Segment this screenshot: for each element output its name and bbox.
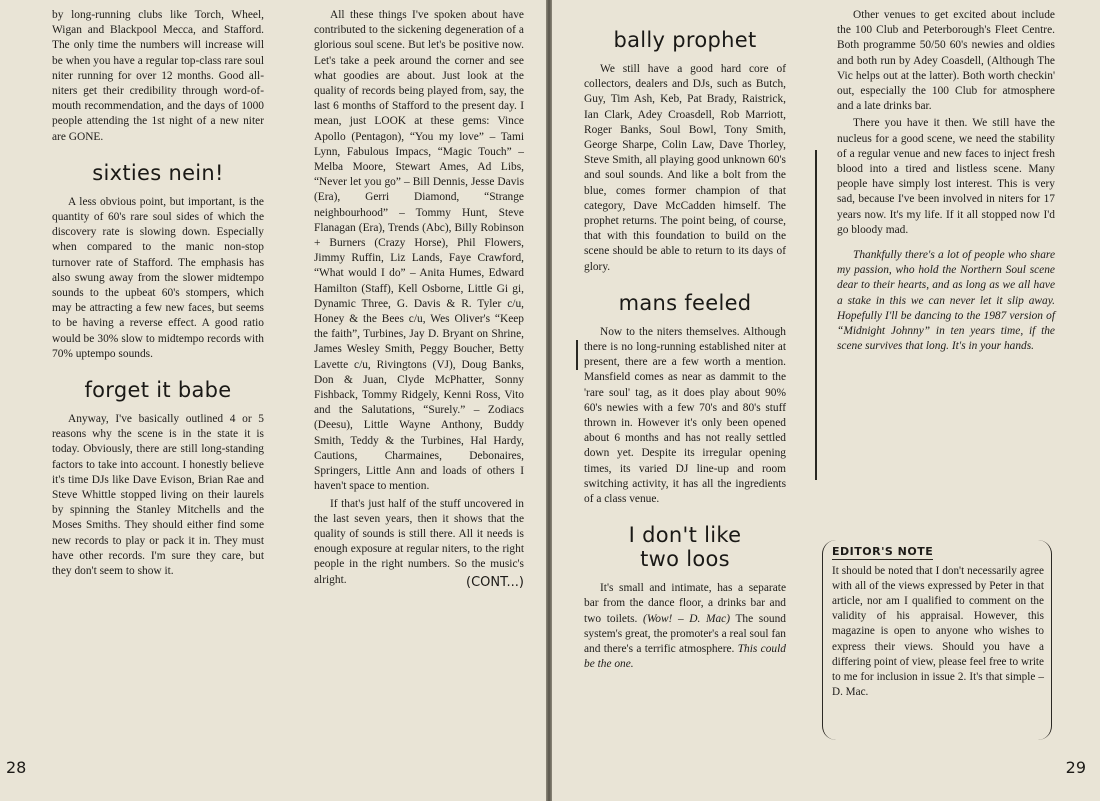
- left-page: [0, 0, 548, 801]
- paragraph: We still have a good hard core of collectors, dealers and DJs, such as Butch, Guy, Tim Ash, Keb, Pat Brady, Raistrick, Ian Clark, Adey Croasdell, Rob Marriott, Roger Banks, Soul Bowl, Tony Smith, George Sharpe, Colin Law, Dave Thorley, Steve Smith, all playing good unknown 60's and soul sounds. And like a bolt from the blue, comes former champion of that category, Dave McCadden himself. The prophet returns. The point being, of course, that with this foundation to build on the scene should be able to return to its days of glory.: [584, 63, 786, 273]
- section-heading: bally prophet: [613, 28, 757, 52]
- paragraph-text: The sound system's great, the promoter's a real soul fan and there's a terrific atmosphere.: [584, 612, 786, 656]
- vertical-rule: [815, 150, 817, 480]
- paragraph: [584, 581, 786, 672]
- paragraph: All these things I've spoken about have contributed to the sickening degeneration of a glorious soul scene. But let's be positive now. Let's take a peek around the corner and see what goodies are about. Just look at the quality of records being played from, say, the last 6 months of Stafford to the present day. I mean, just LOOK at these gems: Vince Apollo (Pentagon), “You my love” – Tami Lynn, Fabulous Impacs, “Magic Touch” – Melba Moore, Stewart Ames, Ad Libs, “Never let you go” – Bill Dennis, Jesse Davis (Era), Gerri Diamond, “Strange neighbourhood” – Tommy Hunt, Steve Flanagan (Era), Trends (Abc), Billy Robinson + Burners (Crazy Horse), Phil Flowers, Jimmy Ruffin, Liz Lands, Faye Crawford, “What would I do” – Anita Humes, Edward Hamilton (Staff), Kell Osborne, Little Gi gi, Dynamic Three, G. Davis & R. Tyler c/u, Honey & the Bees c/u, Wes Oliver's “Keep the faith”, Turbines, Jay D. Bryant on Shrine, James Wesley Smith, Peggy Boucher, Betty Lavette c/u, Rivingtons (VJ), Doug Banks, Don & Juan, Clyde McPhatter, Sonny Fishback, Tommy Ridgely, Kenni Ross, Vito and the Salutations, “Surely.” – Zodiacs (Deesu), Little Wayne Anthony, Buddy Smith, Teddy & the Turbines, Hal Hardy, Cautions, Charmaines, Debonaires, Springers, Little Ann and loads of others I haven't space to mention.: [314, 9, 524, 493]
- section-heading: mans feeled: [618, 290, 752, 315]
- section-heading: forget it babe: [84, 378, 232, 403]
- heading-line: two loos: [640, 547, 730, 572]
- heading-line: I don't like: [628, 523, 742, 548]
- section-heading: sixties nein!: [92, 160, 224, 185]
- editor-note-title: EDITOR'S NOTE: [832, 544, 933, 560]
- right-column-1: [584, 8, 786, 673]
- paragraph: by long-running clubs like Torch, Wheel, Wigan and Blackpool Mecca, and Stafford. The only time the numbers will increase will be when you have a regular top-class rare soul niter running for over 12 months. Good all-niters get their credibility through word-of-mouth recommendation, and the days of 1000 people attending the 1st night of a new niter are GONE.: [52, 9, 264, 143]
- left-column-2: [314, 8, 524, 590]
- paragraph: A less obvious point, but important, is the quantity of 60's rare soul sides of which the discovery rate is slowing down. Especially when compared to the manic non-stop turnover rate of Stafford. The emphasis has also swung away from the slower midtempo sounds to the upbeat 60's stompers, which may be attracting a few new faces, but seems to be having a reverse effect. A good ratio would be 30% slow to midtempo records with 70% uptempo sounds.: [52, 195, 264, 360]
- vertical-rule: [576, 340, 578, 370]
- editor-aside: This could be the one.: [584, 643, 786, 671]
- right-column-2: [837, 8, 1055, 354]
- paragraph: Anyway, I've basically outlined 4 or 5 reasons why the scene is in the state it is today. Obviously, there are still long-standing factors to take into account. I honestly believe it's time DJs like Dave Evison, Brian Rae and Steve Whittle stopped living on their laurels by spinning the Stanley Mitchells and the Moses Smiths. They should either find some new records to play or pack it in. They must have other records. I'm sure they care, but they don't seem to show it.: [52, 413, 264, 578]
- page-number-right: 29: [1065, 758, 1086, 777]
- continued-marker: (CONT...): [466, 574, 524, 590]
- paragraph-text: It's small and intimate, has a separate bar from the dance floor, a drinks bar and two toilets.: [584, 582, 786, 625]
- paragraph: If that's just half of the stuff uncovered in the last seven years, then it shows that the quality of sounds is still there. All it needs is enough exposure at regular niters, to the right people in the right numbers. So the music's alright.: [314, 497, 524, 586]
- paragraph: Now to the niters themselves. Although there is no long-running established niter at present, there are a few worth a mention. Mansfield comes as near as dammit to the 'rare soul' tag, as it does play about 90% 60's newies with a few 70's and 80's stuff thrown in. However it's only been opened about 6 months and has not really settled down yet. Despite its irregular opening times, its varied DJ line-up and room switching activity, it has all the ingredients of a class venue.: [584, 325, 786, 506]
- left-column-1: [52, 8, 264, 579]
- paragraph: Thankfully there's a lot of people who share my passion, who hold the Northern Soul scene dear to their hearts, and as long as we all have a stake in this we can never let it slip away. Hopefully I'll be dancing to the 1987 version of “Midnight Johnny” in ten years time, if the scene survives that long. It's in your hands.: [837, 249, 1055, 353]
- editor-note: [832, 544, 1044, 700]
- paragraph: Other venues to get excited about include the 100 Club and Peterborough's Fleet Centre. Both programme 50/50 60's newies and oldies and both run by Adey Coasdell, (Although The Vic helps out at the latter). Both worth checkin' out, especially the 100 Club for atmosphere and a late drinks bar.: [837, 9, 1055, 113]
- section-heading: [584, 523, 786, 571]
- page-number-left: 28: [6, 758, 27, 777]
- editor-aside: (Wow! – D. Mac): [643, 612, 731, 625]
- paragraph: There you have it then. We still have the nucleus for a good scene, we need the stability of a regular venue and new faces to inject fresh blood into a tired and listless scene. Many people have simply lost interest. This is very sad, because I've been involved in niters for 17 years now. It's my life. If it all stopped now I'd go bloody mad.: [837, 117, 1055, 236]
- editor-note-body: It should be noted that I don't necessarily agree with all of the views expressed by Peter in that article, nor am I qualified to comment on the validity of his appraisal. However, this magazine is open to anyone who wishes to express their views. Should you have a differing point of view, please feel free to write to me for inclusion in issue 2. It's that simple – D. Mac.: [832, 565, 1044, 698]
